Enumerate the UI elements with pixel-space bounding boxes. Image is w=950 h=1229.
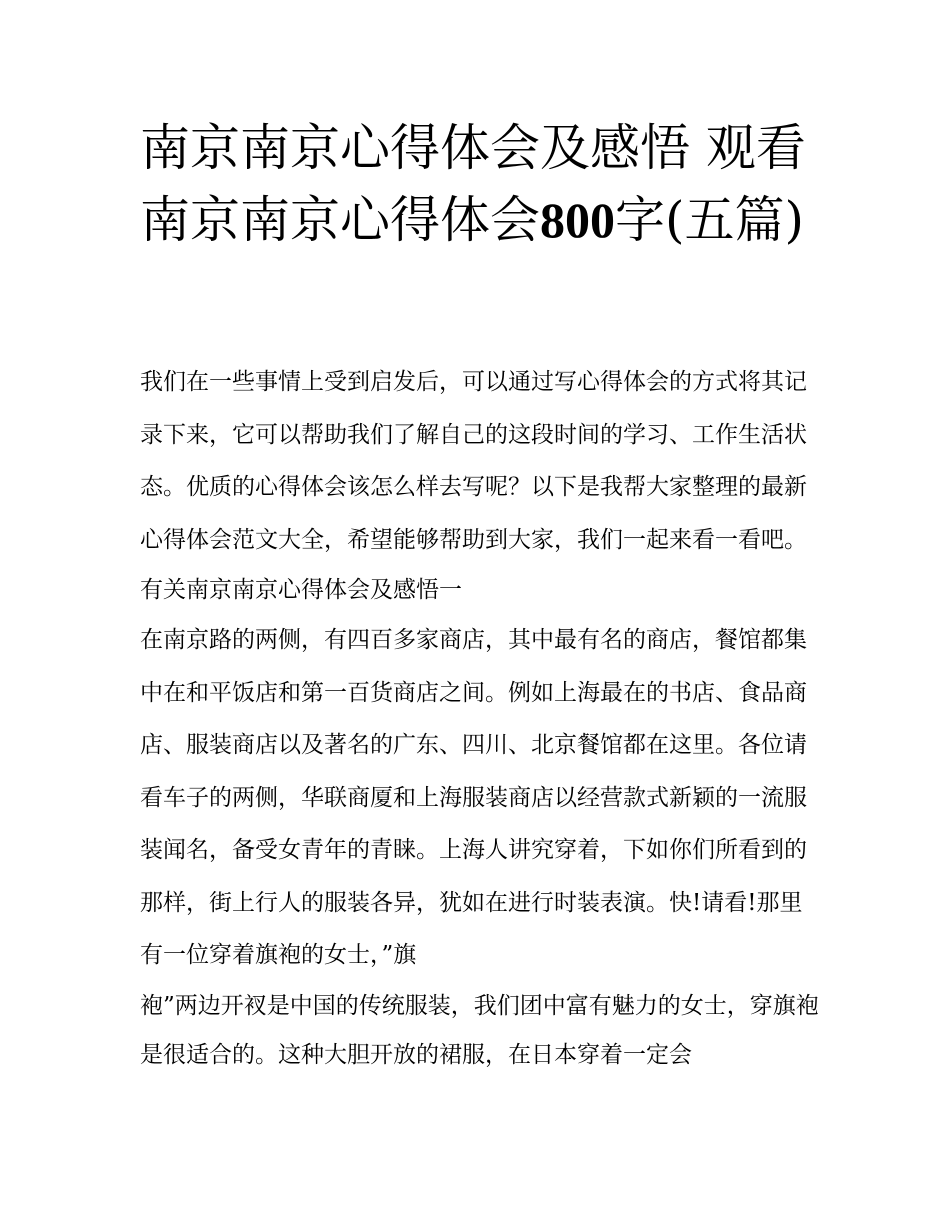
section-paragraph-1: 在南京路的两侧，有四百多家商店，其中最有名的商店，餐馆都集中在和平饭店和第一百货商店之间。例如上海最在的书店、食品商店、服装商店以及著名的广东、四川、北京餐馆都在这里。各位请看车子的两侧，华联商厦和上海服装商店以经营款式新颖的一流服装闻名，备受女青年的青睐。上海人讲究穿着，下如你们所看到的那样，街上行人的服装各异，犹如在进行时装表演。快!请看!那里有一位穿着旗袍的女士，”旗 [140, 627, 807, 968]
title-text-part2: 字(五篇) [615, 191, 805, 249]
title-number: 800 [540, 192, 615, 248]
title-text-part1: 南京南京心得体会及感悟 观看南京南京心得体会 [140, 119, 806, 249]
section-heading: 有关南京南京心得体会及感悟一 [140, 577, 462, 603]
intro-paragraph: 我们在一些事情上受到启发后，可以通过写心得体会的方式将其记录下来，它可以帮助我们了解自己的这段时间的学习、工作生活状态。优质的心得体会该怎么样去写呢？以下是我帮大家整理的最新心得体会范文大全，希望能够帮助到大家，我们一起来看一看吧。 [140, 369, 807, 553]
document-body [140, 356, 820, 1080]
section-paragraph-2: 袍”两边开衩是中国的传统服装，我们团中富有魅力的女士，穿旗袍是很适合的。这种大胆开放的裙服，在日本穿着一定会 [140, 992, 819, 1068]
document-title [140, 112, 820, 256]
